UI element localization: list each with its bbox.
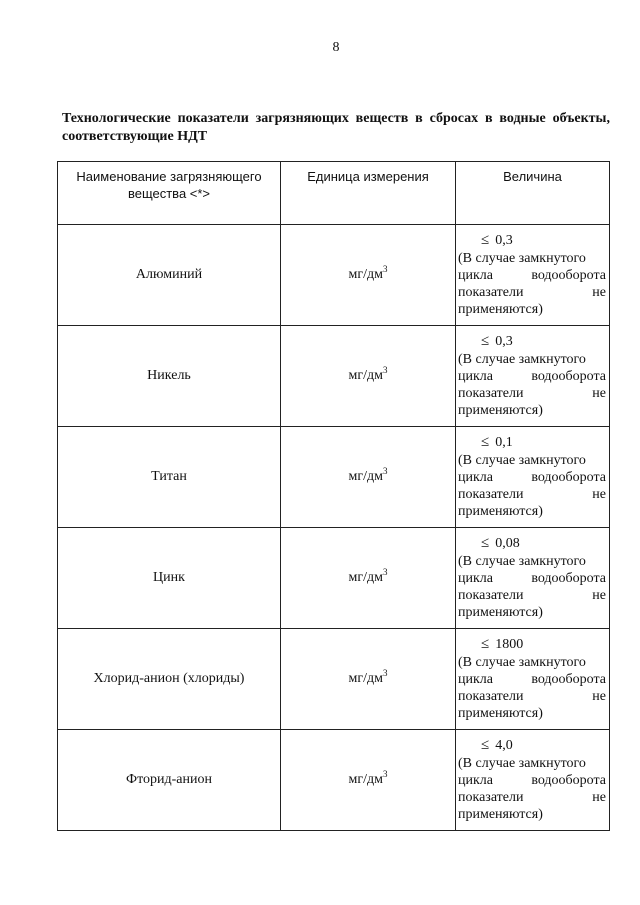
- unit-cell: [281, 629, 456, 730]
- column-header-unit: Единица измерения: [281, 162, 456, 225]
- limit-number: 4,0: [495, 738, 513, 753]
- less-or-equal-symbol: ≤: [481, 434, 490, 450]
- unit-text: мг/дм: [348, 267, 383, 282]
- unit-text: мг/дм: [348, 368, 383, 383]
- limit-number: 0,08: [495, 536, 520, 551]
- unit-cell: [281, 528, 456, 629]
- pollutant-name: Никель: [58, 326, 281, 427]
- unit-exponent: 3: [382, 668, 388, 678]
- unit-cell: [281, 427, 456, 528]
- table-row: [58, 326, 610, 427]
- limit-value: [458, 333, 606, 350]
- pollutant-name: Алюминий: [58, 225, 281, 326]
- less-or-equal-symbol: ≤: [481, 636, 490, 652]
- column-header-name: Наименование загрязняющего вещества <*>: [58, 162, 281, 225]
- unit-exponent: 3: [382, 466, 388, 476]
- unit-exponent: 3: [382, 567, 388, 577]
- pollutant-name: Фторид-анион: [58, 730, 281, 831]
- unit-exponent: 3: [382, 264, 388, 274]
- limit-number: 0,1: [495, 435, 513, 450]
- pollutant-name: Титан: [58, 427, 281, 528]
- closed-cycle-note: (В случае замкнутого цикла водооборота показатели не применяются): [458, 251, 606, 317]
- value-cell: [456, 225, 610, 326]
- column-header-value: Величина: [456, 162, 610, 225]
- unit-exponent: 3: [382, 769, 388, 779]
- table-row: [58, 427, 610, 528]
- table-row: [58, 225, 610, 326]
- closed-cycle-note: (В случае замкнутого цикла водооборота показатели не применяются): [458, 554, 606, 620]
- unit-exponent: 3: [382, 365, 388, 375]
- table-row: [58, 730, 610, 831]
- limit-value: [458, 737, 606, 754]
- pollutant-norms-table: [57, 161, 610, 831]
- table-row: [58, 629, 610, 730]
- less-or-equal-symbol: ≤: [481, 535, 490, 551]
- limit-number: 1800: [495, 637, 524, 652]
- pollutant-name: Цинк: [58, 528, 281, 629]
- value-cell: [456, 730, 610, 831]
- closed-cycle-note: (В случае замкнутого цикла водооборота показатели не применяются): [458, 453, 606, 519]
- unit-cell: [281, 225, 456, 326]
- unit-cell: [281, 730, 456, 831]
- limit-value: [458, 434, 606, 451]
- less-or-equal-symbol: ≤: [481, 232, 490, 248]
- table-header-row: [58, 162, 610, 225]
- value-cell: [456, 629, 610, 730]
- value-cell: [456, 528, 610, 629]
- table-heading: Технологические показатели загрязняющих веществ в сбросах в водные объекты, соответствующие НДТ: [62, 111, 610, 144]
- less-or-equal-symbol: ≤: [481, 333, 490, 349]
- pollutant-name: Хлорид-анион (хлориды): [58, 629, 281, 730]
- unit-cell: [281, 326, 456, 427]
- value-cell: [456, 326, 610, 427]
- limit-value: [458, 636, 606, 653]
- unit-text: мг/дм: [348, 772, 383, 787]
- less-or-equal-symbol: ≤: [481, 737, 490, 753]
- closed-cycle-note: (В случае замкнутого цикла водооборота показатели не применяются): [458, 655, 606, 721]
- unit-text: мг/дм: [348, 469, 383, 484]
- unit-text: мг/дм: [348, 671, 383, 686]
- value-cell: [456, 427, 610, 528]
- table-row: [58, 528, 610, 629]
- unit-text: мг/дм: [348, 570, 383, 585]
- closed-cycle-note: (В случае замкнутого цикла водооборота показатели не применяются): [458, 756, 606, 822]
- limit-value: [458, 535, 606, 552]
- limit-value: [458, 232, 606, 249]
- limit-number: 0,3: [495, 233, 513, 248]
- limit-number: 0,3: [495, 334, 513, 349]
- page-number: 8: [332, 40, 340, 55]
- closed-cycle-note: (В случае замкнутого цикла водооборота показатели не применяются): [458, 352, 606, 418]
